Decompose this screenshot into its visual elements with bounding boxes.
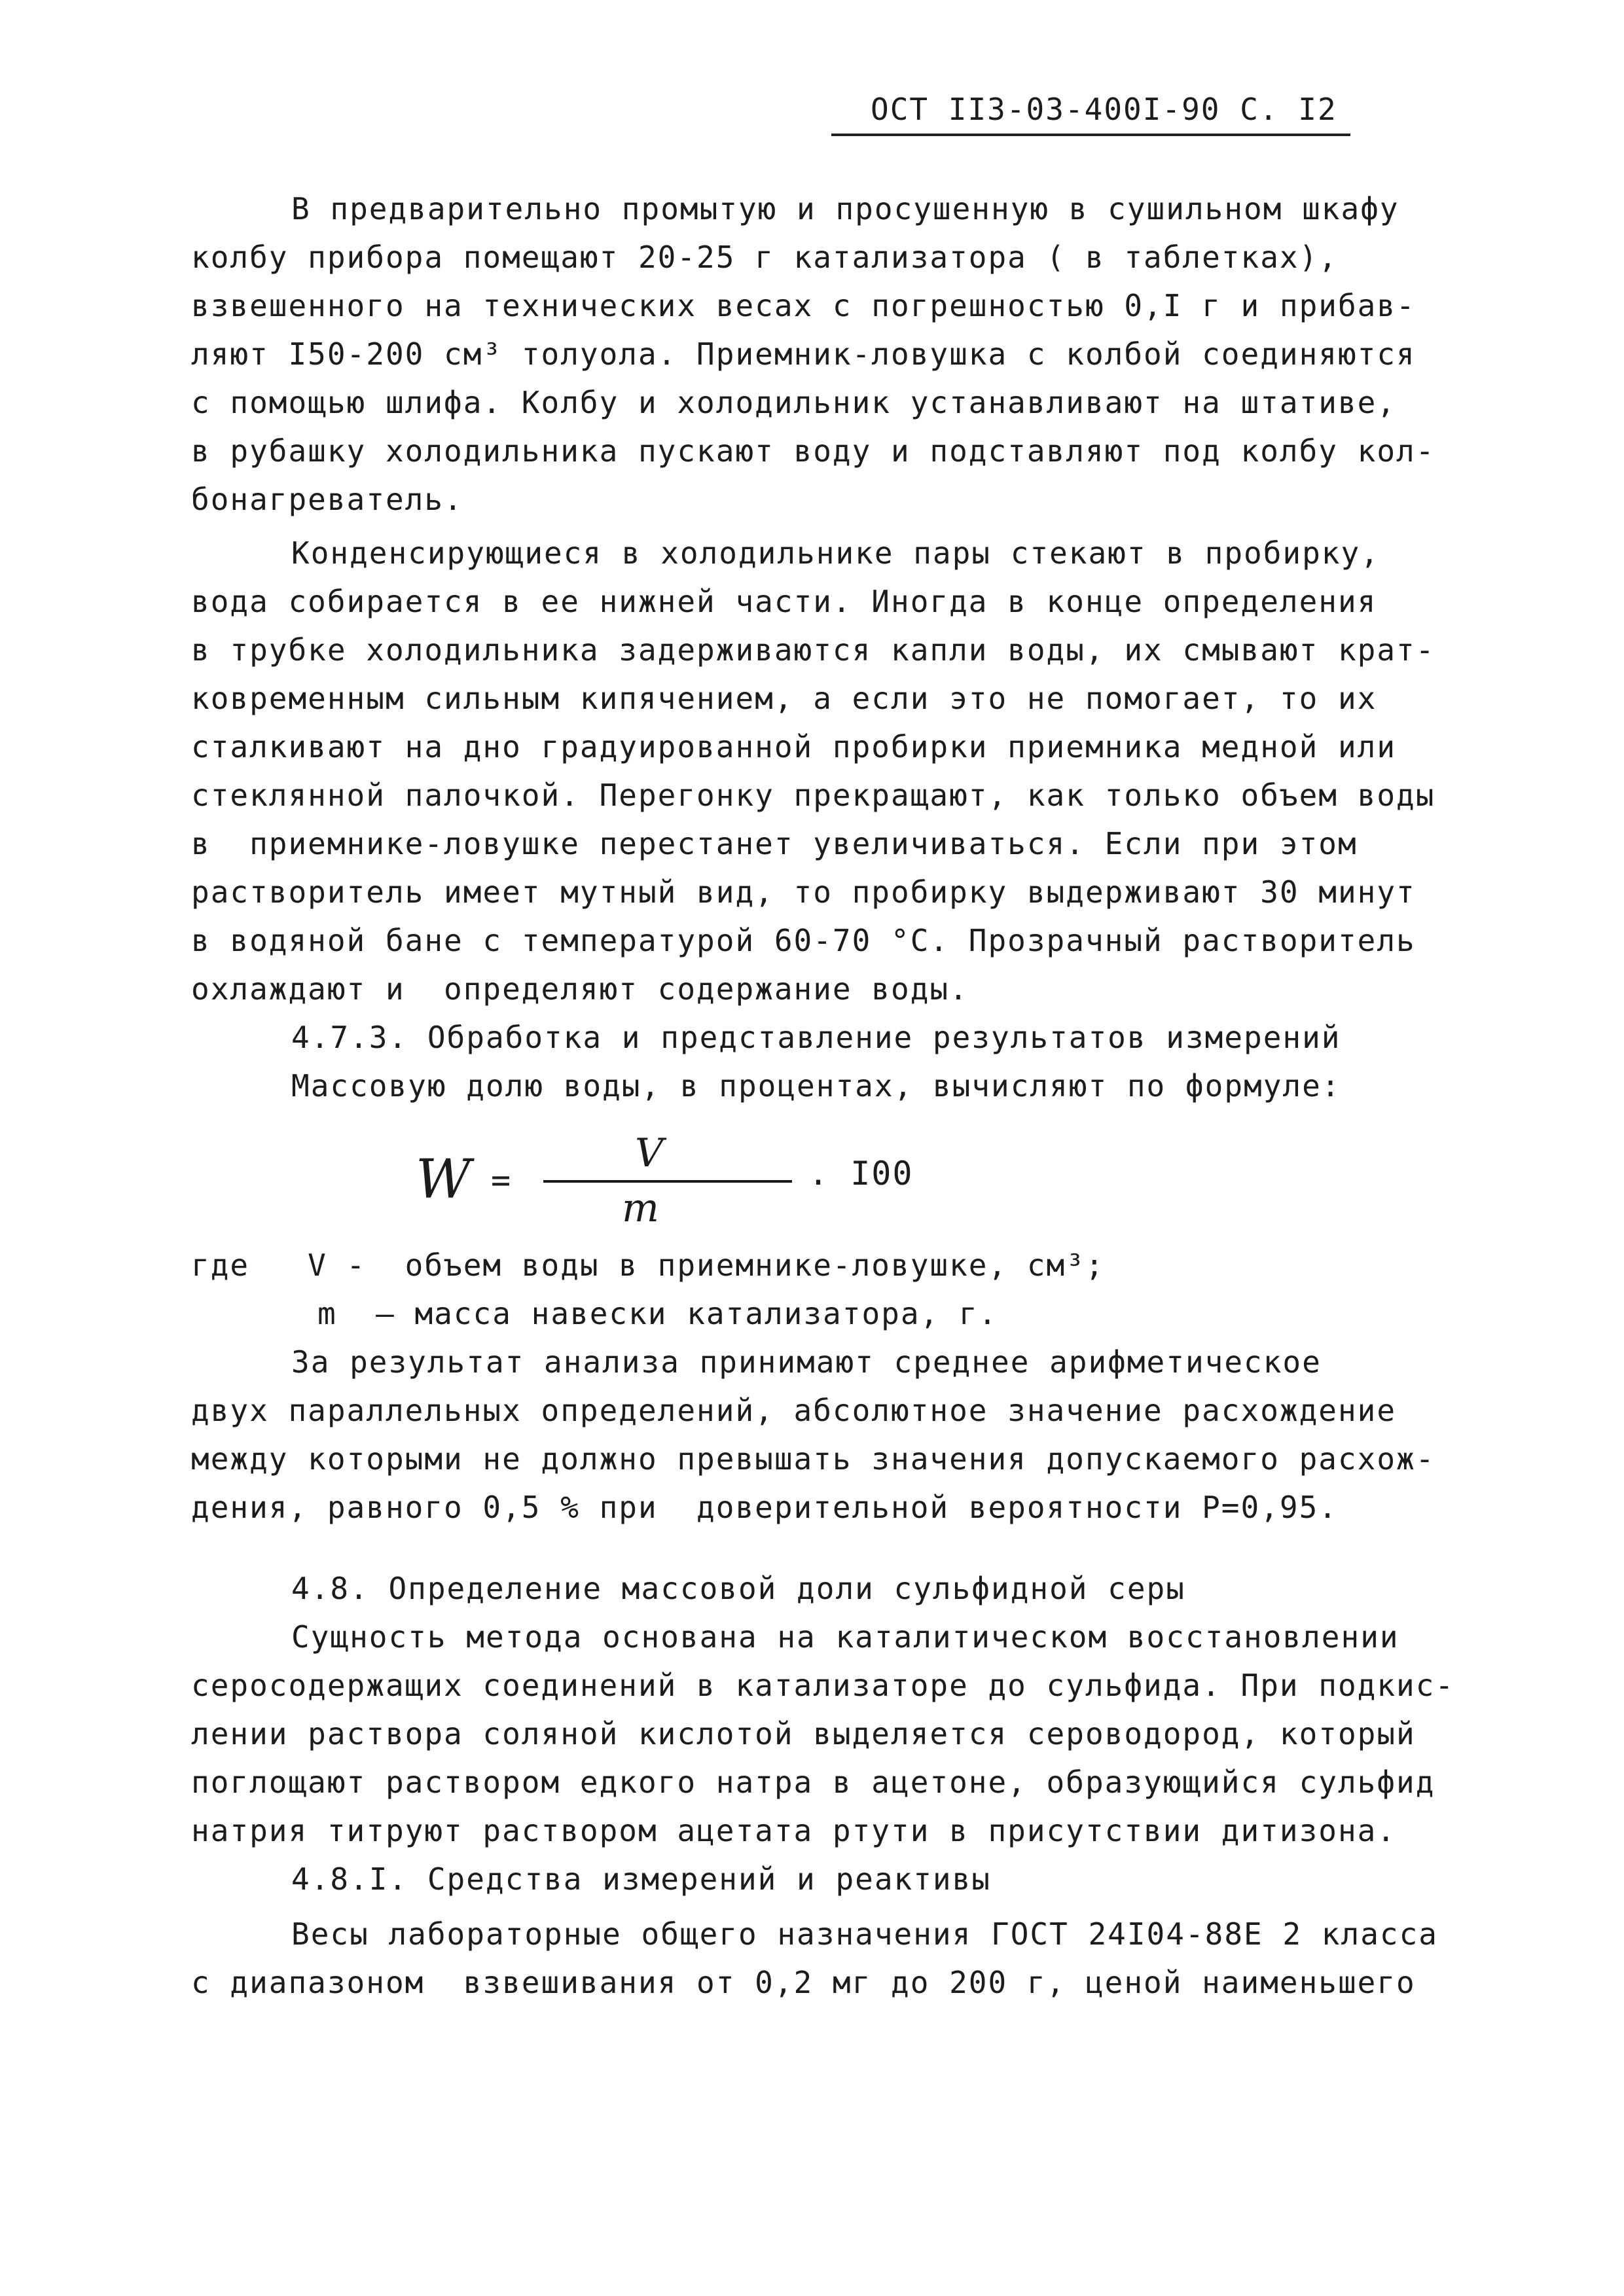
section-heading: 4.8.I. Средства измерений и реактивы (291, 1861, 991, 1897)
paragraph-line: бонагреватель. (191, 482, 463, 517)
document-code: ОСТ II3-03-400I-90 С. I2 (831, 92, 1350, 136)
variable-definition: где V - объем воды в приемнике-ловушке, см³; (191, 1247, 1105, 1283)
paragraph-line: сталкивают на дно градуированной пробирки приемника медной или (191, 729, 1397, 764)
paragraph-line: охлаждают и определяют содержание воды. (191, 971, 969, 1007)
paragraph-line: За результат анализа принимают среднее арифметическое (291, 1344, 1322, 1380)
paragraph-line: ковременным сильным кипячением, а если это не помогает, то их (191, 681, 1377, 716)
paragraph-line: с диапазоном взвешивания от 0,2 мг до 200 г, ценой наименьшего (191, 1965, 1416, 2000)
paragraph-line: между которыми не должно превышать значения допускаемого расхож- (191, 1441, 1435, 1477)
paragraph-line: натрия титруют раствором ацетата ртути в присутствии дитизона. (191, 1813, 1397, 1848)
paragraph-line: в приемнике-ловушке перестанет увеличиваться. Если при этом (191, 826, 1358, 861)
paragraph-line: растворитель имеет мутный вид, то пробирку выдерживают 30 минут (191, 874, 1416, 910)
formula-graphic (412, 1126, 936, 1230)
paragraph-line: Массовую долю воды, в процентах, вычисляют по формуле: (291, 1068, 1341, 1103)
paragraph-line: двух параллельных определений, абсолютное значение расхождение (191, 1393, 1397, 1428)
paragraph-line: Конденсирующиеся в холодильнике пары стекают в пробирку, (291, 535, 1380, 571)
paragraph-line: Сущность метода основана на каталитическом восстановлении (291, 1619, 1399, 1655)
paragraph-line: в водяной бане с температурой 60-70 °С. Прозрачный растворитель (191, 923, 1416, 958)
paragraph-line: В предварительно промытую и просушенную в сушильном шкафу (291, 191, 1399, 226)
paragraph-line: серосодержащих соединений в катализаторе до сульфида. При подкис- (191, 1668, 1455, 1703)
formula-lhs: W (416, 1149, 473, 1211)
water-fraction-formula (412, 1126, 936, 1230)
paragraph-line: в рубашку холодильника пускают воду и подставляют под колбу кол- (191, 433, 1435, 469)
paragraph-line: вода собирается в ее нижней части. Иногда в конце определения (191, 584, 1377, 619)
paragraph-line: колбу прибора помещают 20-25 г катализатора ( в таблетках), (191, 240, 1338, 275)
paragraph-line: поглощают раствором едкого натра в ацетоне, образующийся сульфид (191, 1765, 1435, 1800)
formula-equals: = (491, 1161, 513, 1199)
section-heading: 4.8. Определение массовой доли сульфидной серы (291, 1571, 1185, 1606)
formula-numerator: V (635, 1130, 665, 1176)
section-heading: 4.7.3. Обработка и представление результатов измерений (291, 1020, 1341, 1055)
paragraph-line: лении раствора соляной кислотой выделяется сероводород, который (191, 1716, 1416, 1751)
paragraph-line: взвешенного на технических весах с погрешностью 0,I г и прибав- (191, 288, 1416, 323)
variable-definition: m – масса навески катализатора, г. (317, 1296, 998, 1331)
page-header (831, 92, 1420, 136)
formula-denominator: m (622, 1185, 660, 1230)
paragraph-line: ляют I50-200 см³ толуола. Приемник-ловушка с колбой соединяются (191, 336, 1416, 372)
paragraph-line: Весы лабораторные общего назначения ГОСТ 24I04-88Е 2 класса (291, 1916, 1438, 1952)
paragraph-line: с помощью шлифа. Колбу и холодильник устанавливают на штативе, (191, 385, 1397, 420)
formula-factor: . I00 (808, 1155, 914, 1193)
paragraph-line: стеклянной палочкой. Перегонку прекращают, как только объем воды (191, 778, 1435, 813)
paragraph-line: в трубке холодильника задерживаются капли воды, их смывают крат- (191, 632, 1435, 668)
paragraph-line: дения, равного 0,5 % при доверительной вероятности Р=0,95. (191, 1490, 1338, 1525)
